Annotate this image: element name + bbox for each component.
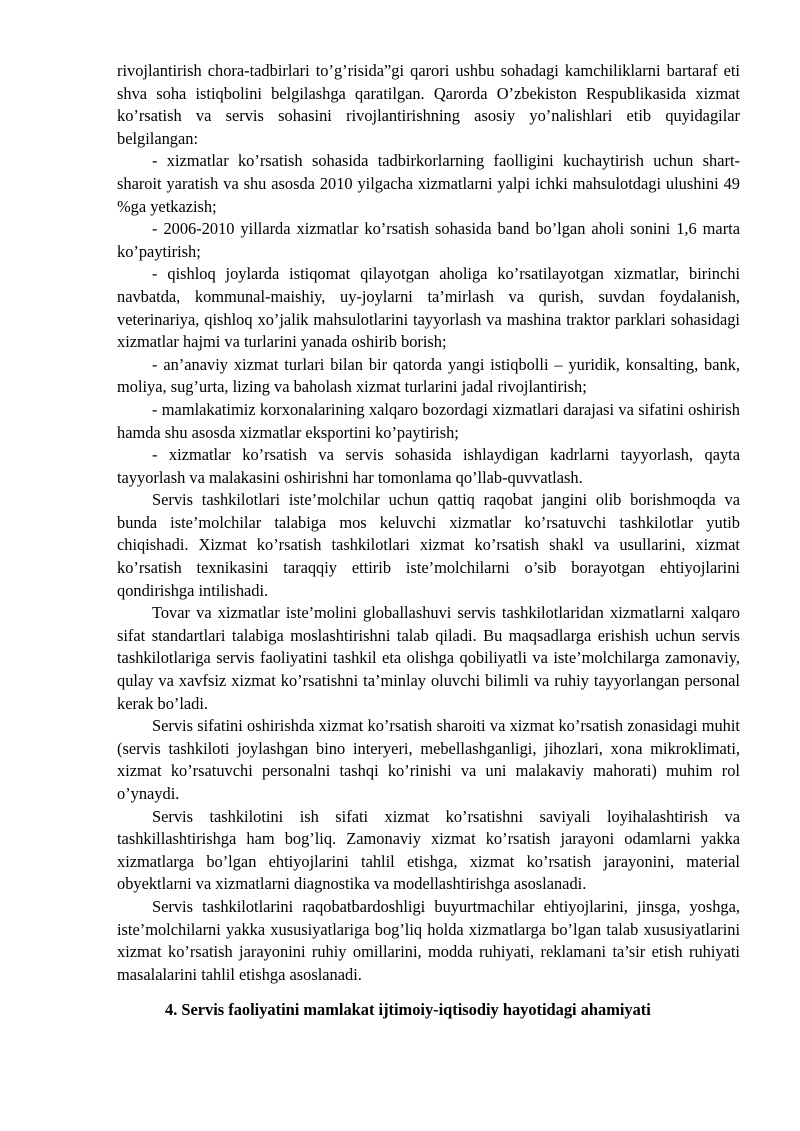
paragraph-4: - qishloq joylarda istiqomat qilayotgan aholiga ko’rsatilayotgan xizmatlar, birinchi navbatda, kommunal-maishiy, uy-joylarni ta’mirlash va qurish, suvdan foydalanish, veterinariya, qishloq xo’jalik mahsulotlarini tayyorlash va mashina traktor parklari sohasidagi xizmatlar hajmi va turlarini yanada oshirib borish;: [117, 264, 740, 352]
paragraph-9: Tovar va xizmatlar iste’molini globallashuvi servis tashkilotlaridan xizmatlarni xalqaro sifat standartlari talabiga moslashtirishni talab qiladi. Bu maqsadlarga erishish uchun servis tashkilotlariga servis faoliyatini tashkil eta olishga qobiliyatli va iste’molchilarga zamonaviy, qulay va xavfsiz xizmat ko’rsatishni ta’minlay oluvchi bilimli va ruhiy tayyorlangan personal kerak bo’ladi.: [117, 603, 740, 713]
paragraph-1: rivojlantirish chora-tadbirlari to’g’risida”gi qarori ushbu sohadagi kamchiliklarni bartaraf eti shva soha istiqbolini belgilashga qaratilgan. Qarorda O’zbekiston Respublikasida xizmat ko’rsatish va servis sohasini rivojlantirishning asosiy yo’nalishlari etib quyidagilar belgilangan:: [117, 61, 740, 148]
paragraph-3: - 2006-2010 yillarda xizmatlar ko’rsatish sohasida band bo’lgan aholi sonini 1,6 marta ko’paytirish;: [117, 219, 740, 261]
paragraph-10: Servis sifatini oshirishda xizmat ko’rsatish sharoiti va xizmat ko’rsatish zonasidagi muhit (servis tashkiloti joylashgan bino interyeri, mebellashganligi, jihozlari, xona mikroklimati, xizmat ko’rsatuvchi personalni tashqi ko’rinishi va uni malakaviy mahorati) muhim rol o’ynaydi.: [117, 716, 740, 803]
paragraph-12: Servis tashkilotlarini raqobatbardoshligi buyurtmachilar ehtiyojlarini, jinsga, yoshga, iste’molchilarni yakka xususiyatlariga bog’liq holda xizmatlarga bo’lgan talab xususiyatlarini xizmat ko’rsatish jarayonini ruhiy omillarini, modda ruhiyati, reklamani ta’sir etish ruhiyati masalalarini tahlil etishga asoslanadi.: [117, 896, 740, 984]
paragraph-11: Servis tashkilotini ish sifati xizmat ko’rsatishni saviyali loyihalashtirish va tashkillashtirishga ham bog’liq. Zamonaviy xizmat ko’rsatish jarayoni odamlarni yakka xizmatlarga bo’lgan ehtiyojlarini tahlil etishga, xizmat ko’rsatish jarayonini, material obyektlarni va xizmatlarni diagnostika va modellashtirishga asoslanadi.: [117, 806, 740, 894]
paragraph-8: Servis tashkilotlari iste’molchilar uchun qattiq raqobat jangini olib borishmoqda va bunda iste’molchilar talabiga mos keluvchi xizmatlar ko’rsatuvchi tashkilotlar yutib chiqishadi. Xizmat ko’rsatish tashkilotlari xizmat ko’rsatish shakl va usullarini, xizmat ko’rsatish texnikasini taraqqiy ettirib iste’molchilarni o’sib borayotgan ehtiyojlarini qondirishga intilishadi.: [117, 490, 740, 600]
document-body: [117, 60, 740, 1022]
paragraph-7: - xizmatlar ko’rsatish va servis sohasida ishlaydigan kadrlarni tayyorlash, qayta tayyorlash va malakasini oshirishni har tomonlama qo’llab-quvvatlash.: [117, 445, 740, 487]
paragraph-6: - mamlakatimiz korxonalarining xalqaro bozordagi xizmatlari darajasi va sifatini oshirish hamda shu asosda xizmatlar eksportini ko’paytirish;: [117, 399, 740, 442]
paragraph-2: - xizmatlar ko’rsatish sohasida tadbirkorlarning faolligini kuchaytirish uchun shart-sharoit yaratish va shu asosda 2010 yilgacha xizmatlarni yalpi ichki mahsulotdagi ulushini 49 %ga yetkazish;: [117, 151, 740, 216]
paragraph-5: - an’anaviy xizmat turlari bilan bir qatorda yangi istiqbolli – yuridik, konsalting, bank, moliya, sug’urta, lizing va baholash xizmat turlarini jadal rivojlantirish;: [117, 354, 740, 397]
section-heading: 4. Servis faoliyatini mamlakat ijtimoiy-iqtisodiy hayotidagi ahamiyati: [165, 1000, 651, 1020]
